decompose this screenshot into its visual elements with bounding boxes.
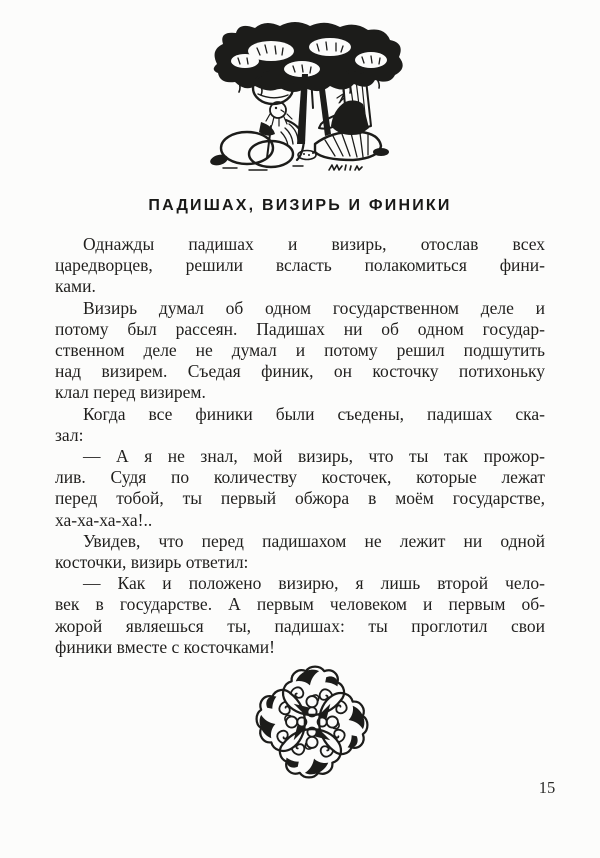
ornament-center <box>294 704 331 741</box>
tree-foliage-icon <box>214 22 403 95</box>
text-line: клал перед визирем. <box>55 382 206 403</box>
text-line: ха-ха-ха-ха!.. <box>55 509 153 530</box>
text-line: зал: <box>55 424 84 445</box>
text-line: финики вместе с косточками! <box>55 636 275 657</box>
text-line: царедворцев, решили всласть полакомиться фини- <box>55 255 545 276</box>
text-line: Когда все финики были съедены, падишах ска- <box>83 403 545 424</box>
text-line: жорой являешься ты, падишах: ты проглотил свои <box>55 615 545 636</box>
text-line: ственном деле не думал и потому решил подшутить <box>55 340 545 361</box>
text-line: век в государстве. А первым человеком и первым об- <box>55 594 545 615</box>
story-text <box>55 234 545 658</box>
text-line: Однажды падишах и визирь, отослав всех <box>83 234 545 254</box>
artist-signature <box>329 165 362 170</box>
story-title: ПАДИШАХ, ВИЗИРЬ И ФИНИКИ <box>148 197 452 214</box>
text-line: — Как и положено визирю, я лишь второй чело- <box>83 573 545 594</box>
text-line: перед тобой, ты первый обжора в моём государстве, <box>55 488 545 509</box>
text-line: потому был рассеян. Падишах ни об одном государ- <box>55 318 545 339</box>
story-illustration <box>209 22 407 177</box>
text-line: над визирем. Съедая финик, он косточку потихоньку <box>55 361 545 382</box>
text-line: косточки, визирь ответил: <box>55 552 249 573</box>
text-line: лив. Судя по количеству косточек, которые лежат <box>55 467 545 488</box>
padishah-vizier-tree-drawing <box>209 22 407 177</box>
text-line: — А я не знал, мой визирь, что ты так прожор- <box>83 446 545 467</box>
text-line: ками. <box>55 276 96 297</box>
floral-tailpiece-icon <box>252 662 372 782</box>
text-line: Увидев, что перед падишахом не лежит ни одной <box>83 530 545 551</box>
tailpiece-ornament <box>252 662 372 782</box>
page-number: 15 <box>538 778 556 797</box>
text-line: Визирь думал об одном государственном деле и <box>83 297 545 318</box>
